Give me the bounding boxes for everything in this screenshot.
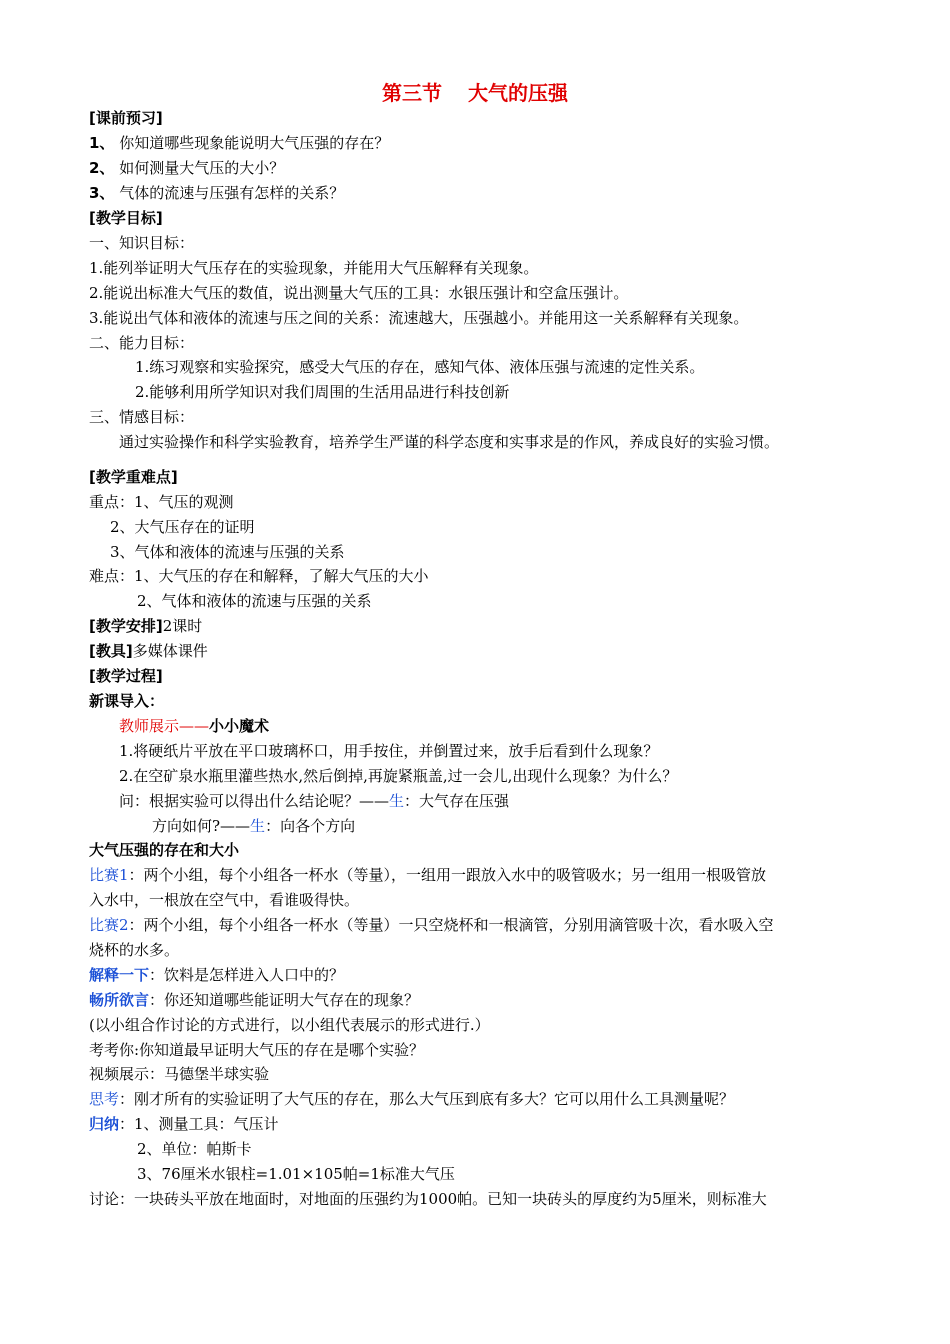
video-line: 视频展示：马德堡半球实验 (89, 1065, 270, 1083)
title-chapter: 第三节 (382, 81, 442, 105)
teacher-demo-line: 教师展示——小小魔术 (119, 717, 270, 735)
quiz-line: 考考你:你知道最早证明大气压的存在是哪个实验？ (89, 1041, 425, 1059)
hard-point-1: 难点：1、大气压的存在和解释，了解大气压的大小 (89, 567, 429, 585)
ability-goal-2: 2.能够利用所学知识对我们周围的生活用品进行科技创新 (135, 383, 510, 401)
contest-2-line-2: 烧杯的水多。 (89, 941, 180, 959)
group-note: (以小组合作讨论的方式进行，以小组代表展示的形式进行.） (89, 1016, 490, 1034)
key-point-1: 重点：1、气压的观测 (89, 493, 234, 511)
key-point-3: 3、气体和液体的流速与压强的关系 (110, 543, 345, 561)
summary-line-1: 归纳：1、测量工具：气压计 (89, 1115, 279, 1133)
arrangement-line: [教学安排]2课时 (89, 617, 203, 635)
think-line: 思考：刚才所有的实验证明了大气压的存在，那么大气压到底有多大？它可以用什么工具测量呢？ (89, 1090, 735, 1108)
contest-2-line-1: 比赛2：两个小组，每个小组各一杯水（等量）一只空烧杯和一根滴管，分别用滴管吸十次，看水吸入空 (89, 916, 774, 934)
tools-line: [教具]多媒体课件 (89, 642, 208, 660)
summary-line-2: 2、单位：帕斯卡 (137, 1140, 252, 1158)
difficulty-heading: [教学重难点] (89, 468, 178, 486)
goals-heading: [教学目标] (89, 209, 163, 227)
knowledge-title: 一、知识目标： (89, 234, 195, 252)
contest-1-line-1: 比赛1：两个小组，每个小组各一杯水（等量），一组用一跟放入水中的吸管吸水；另一组用一根吸管放 (89, 866, 767, 884)
summary-line-3: 3、76厘米水银柱=1.01×105帕=1标准大气压 (137, 1165, 455, 1183)
discussion-line: 讨论：一块砖头平放在地面时，对地面的压强约为1000帕。已知一块砖头的厚度约为5厘米，则标准大 (89, 1190, 767, 1208)
emotion-goal: 通过实验操作和科学实验教育，培养学生严谨的科学态度和实事求是的作风，养成良好的实验习惯。 (119, 433, 780, 451)
title-topic: 大气的压强 (468, 81, 568, 105)
knowledge-goal-1: 1.能列举证明大气压存在的实验现象，并能用大气压解释有关现象。 (89, 259, 539, 277)
preview-item-2: 2、 如何测量大气压的大小？ (89, 159, 285, 177)
emotion-title: 三、情感目标： (89, 408, 195, 426)
question-1: 问：根据实验可以得出什么结论呢？——生：大气存在压强 (119, 792, 510, 810)
hard-point-2: 2、气体和液体的流速与压强的关系 (137, 592, 372, 610)
question-2: 方向如何?——生：向各个方向 (152, 817, 356, 835)
page-title (0, 80, 950, 106)
knowledge-goal-3: 3.能说出气体和液体的流速与压之间的关系：流速越大，压强越小。并能用这一关系解释有关现象。 (89, 309, 749, 327)
preview-heading: [课前预习] (89, 109, 163, 127)
ability-goal-1: 1.练习观察和实验探究，感受大气压的存在，感知气体、液体压强与流速的定性关系。 (135, 358, 705, 376)
demo-step-2: 2.在空矿泉水瓶里灌些热水,然后倒掉,再旋紧瓶盖,过一会儿,出现什么现象？为什么？ (119, 767, 678, 785)
ability-title: 二、能力目标： (89, 334, 195, 352)
demo-step-1: 1.将硬纸片平放在平口玻璃杯口，用手按住，并倒置过来，放手后看到什么现象？ (119, 742, 659, 760)
existence-heading: 大气压强的存在和大小 (89, 841, 240, 859)
process-heading: [教学过程] (89, 667, 163, 685)
key-point-2: 2、大气压存在的证明 (110, 518, 255, 536)
knowledge-goal-2: 2.能说出标准大气压的数值，说出测量大气压的工具：水银压强计和空盒压强计。 (89, 284, 629, 302)
intro-heading: 新课导入： (89, 692, 165, 710)
preview-item-1: 1、 你知道哪些现象能说明大气压强的存在？ (89, 134, 390, 152)
speak-line: 畅所欲言：你还知道哪些能证明大气存在的现象？ (89, 991, 420, 1009)
explain-line: 解释一下：饮料是怎样进入人口中的？ (89, 966, 345, 984)
contest-1-line-2: 入水中，一根放在空气中，看谁吸得快。 (89, 891, 360, 909)
preview-item-3: 3、 气体的流速与压强有怎样的关系？ (89, 184, 345, 202)
